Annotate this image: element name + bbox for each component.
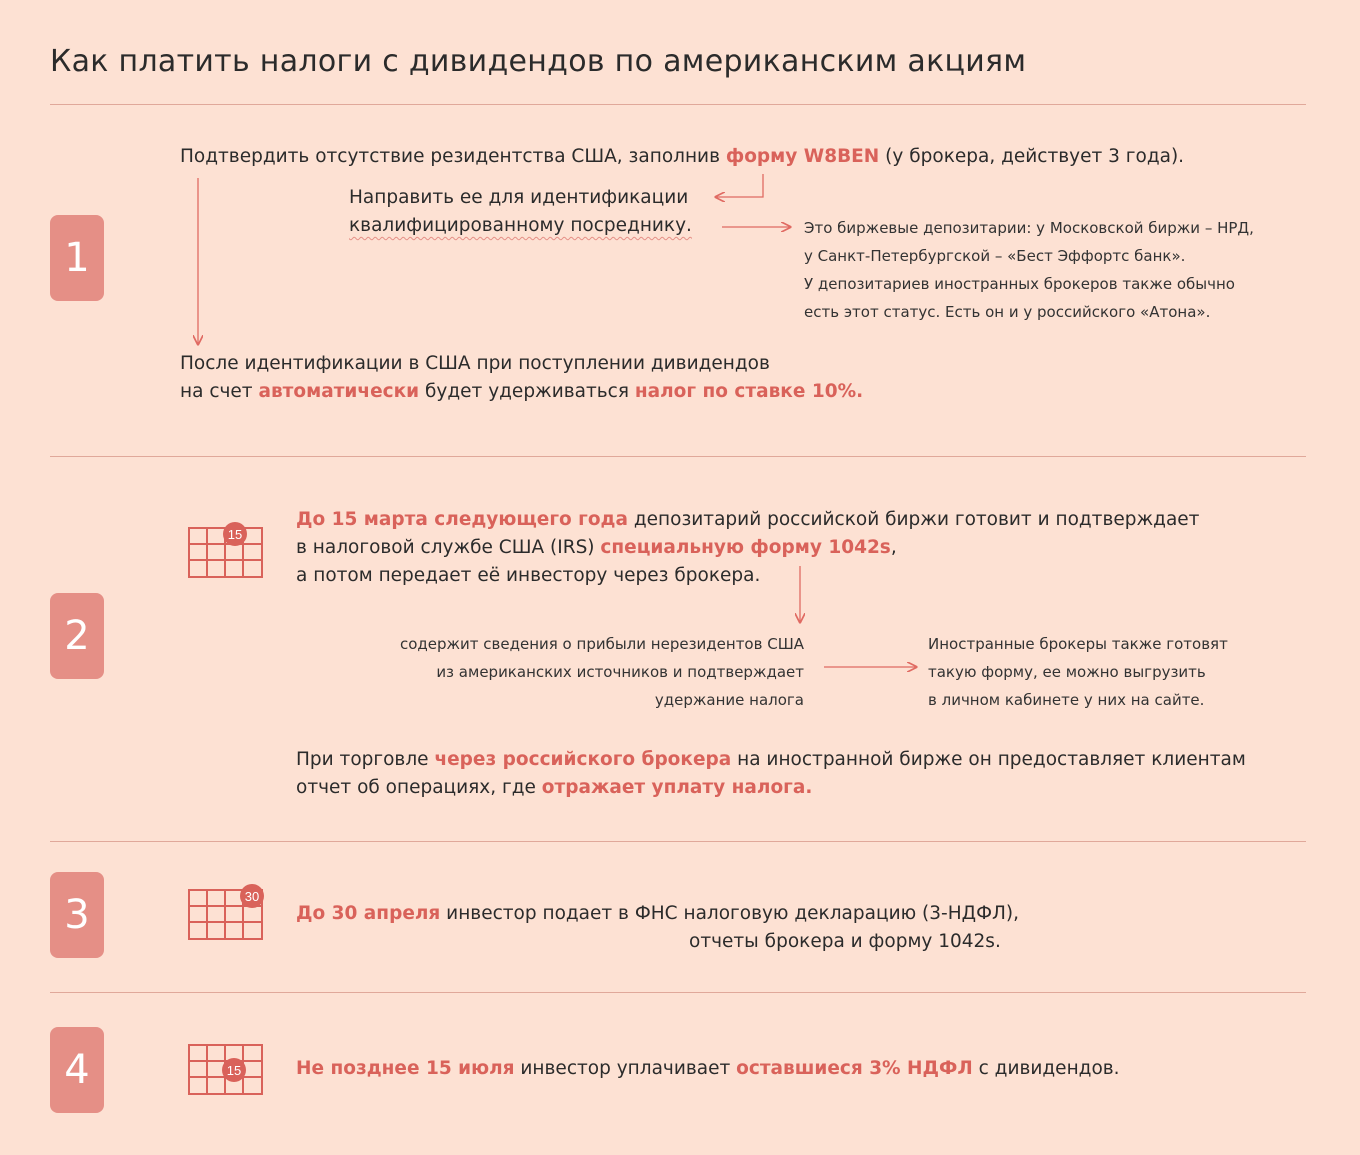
divider bbox=[50, 456, 1306, 457]
step-3-line-2: отчеты брокера и форму 1042s. bbox=[689, 931, 1001, 952]
text: на иностранной бирже он предоставляет клиентам bbox=[731, 749, 1246, 770]
text: отчет об операциях, где bbox=[296, 777, 542, 798]
calendar-icon bbox=[186, 882, 266, 944]
divider bbox=[50, 104, 1306, 105]
deadline-highlight: Не позднее 15 июля bbox=[296, 1058, 515, 1079]
form-note-line-2: из американских источников и подтверждает bbox=[436, 663, 804, 681]
step-2-line-5 bbox=[296, 774, 812, 802]
step-2-line-4 bbox=[296, 746, 1246, 774]
automatic-highlight: автоматически bbox=[258, 381, 420, 402]
step-number: 3 bbox=[64, 892, 90, 938]
depository-note-line-1: Это биржевые депозитарии: у Московской биржи – НРД, bbox=[804, 219, 1254, 237]
foreign-broker-note-line-3: в личном кабинете у них на сайте. bbox=[928, 691, 1205, 709]
deadline-highlight: До 30 апреля bbox=[296, 903, 441, 924]
divider bbox=[50, 992, 1306, 993]
step-1-line-1 bbox=[180, 143, 1184, 171]
form-note-line-3: удержание налога bbox=[654, 691, 804, 709]
text: (у брокера, действует 3 года). bbox=[879, 146, 1185, 167]
step-3-line-1 bbox=[296, 900, 1019, 928]
step-1-badge bbox=[50, 215, 104, 301]
depository-note-line-2: у Санкт-Петербургской – «Бест Эффортс банк». bbox=[804, 247, 1186, 265]
russian-broker-highlight: через российского брокера bbox=[434, 749, 732, 770]
calendar-icon bbox=[186, 1037, 266, 1099]
text: в налоговой службе США (IRS) bbox=[296, 537, 601, 558]
tax-rate-highlight: налог по ставке 10%. bbox=[634, 381, 864, 402]
calendar-day: 15 bbox=[226, 1063, 242, 1078]
calendar-day: 15 bbox=[227, 527, 243, 542]
text: на счет bbox=[180, 381, 259, 402]
text: Подтвердить отсутствие резидентства США, заполнив bbox=[180, 146, 726, 167]
foreign-broker-note-line-2: такую форму, ее можно выгрузить bbox=[928, 663, 1206, 681]
step-number: 2 bbox=[64, 613, 90, 659]
form-1042s-highlight: специальную форму 1042s bbox=[600, 537, 891, 558]
remaining-tax-highlight: оставшиеся 3% НДФЛ bbox=[736, 1058, 973, 1079]
step-4-line-1 bbox=[296, 1055, 1120, 1083]
step-1-line-2: После идентификации в США при поступлении дивидендов bbox=[180, 353, 770, 374]
step-2-badge bbox=[50, 593, 104, 679]
step-2-line-2 bbox=[296, 534, 897, 562]
text: инвестор подает в ФНС налоговую декларацию (3-НДФЛ), bbox=[440, 903, 1020, 924]
step-3-badge bbox=[50, 872, 104, 958]
form-w8ben-highlight: форму W8BEN bbox=[725, 146, 880, 167]
text: депозитарий российской биржи готовит и подтверждает bbox=[627, 509, 1200, 530]
calendar-day: 30 bbox=[244, 889, 260, 904]
text: инвестор уплачивает bbox=[514, 1058, 737, 1079]
text: с дивидендов. bbox=[972, 1058, 1120, 1079]
form-note-line-1: содержит сведения о прибыли нерезидентов США bbox=[399, 635, 804, 653]
step-1-line-3 bbox=[180, 378, 863, 406]
calendar-icon bbox=[186, 520, 266, 582]
page-title: Как платить налоги с дивидендов по американским акциям bbox=[50, 44, 1027, 79]
text: , bbox=[890, 537, 897, 558]
step-number: 1 bbox=[64, 235, 90, 281]
step-2-line-1 bbox=[296, 506, 1199, 534]
qualified-intermediary-term: квалифицированному посреднику. bbox=[349, 215, 692, 236]
send-note-line-1: Направить ее для идентификации bbox=[349, 187, 689, 208]
text: При торговле bbox=[296, 749, 435, 770]
foreign-broker-note-line-1: Иностранные брокеры также готовят bbox=[928, 635, 1228, 653]
divider bbox=[50, 841, 1306, 842]
text: будет удерживаться bbox=[419, 381, 635, 402]
step-4-badge bbox=[50, 1027, 104, 1113]
deadline-highlight: До 15 марта следующего года bbox=[296, 509, 628, 530]
step-2-line-3: а потом передает её инвестору через брокера. bbox=[296, 565, 761, 586]
depository-note-line-3: У депозитариев иностранных брокеров также обычно bbox=[804, 275, 1235, 293]
depository-note-line-4: есть этот статус. Есть он и у российского «Атона». bbox=[804, 303, 1211, 321]
send-note-line-2 bbox=[349, 212, 692, 240]
step-number: 4 bbox=[64, 1047, 90, 1093]
tax-payment-highlight: отражает уплату налога. bbox=[541, 777, 813, 798]
